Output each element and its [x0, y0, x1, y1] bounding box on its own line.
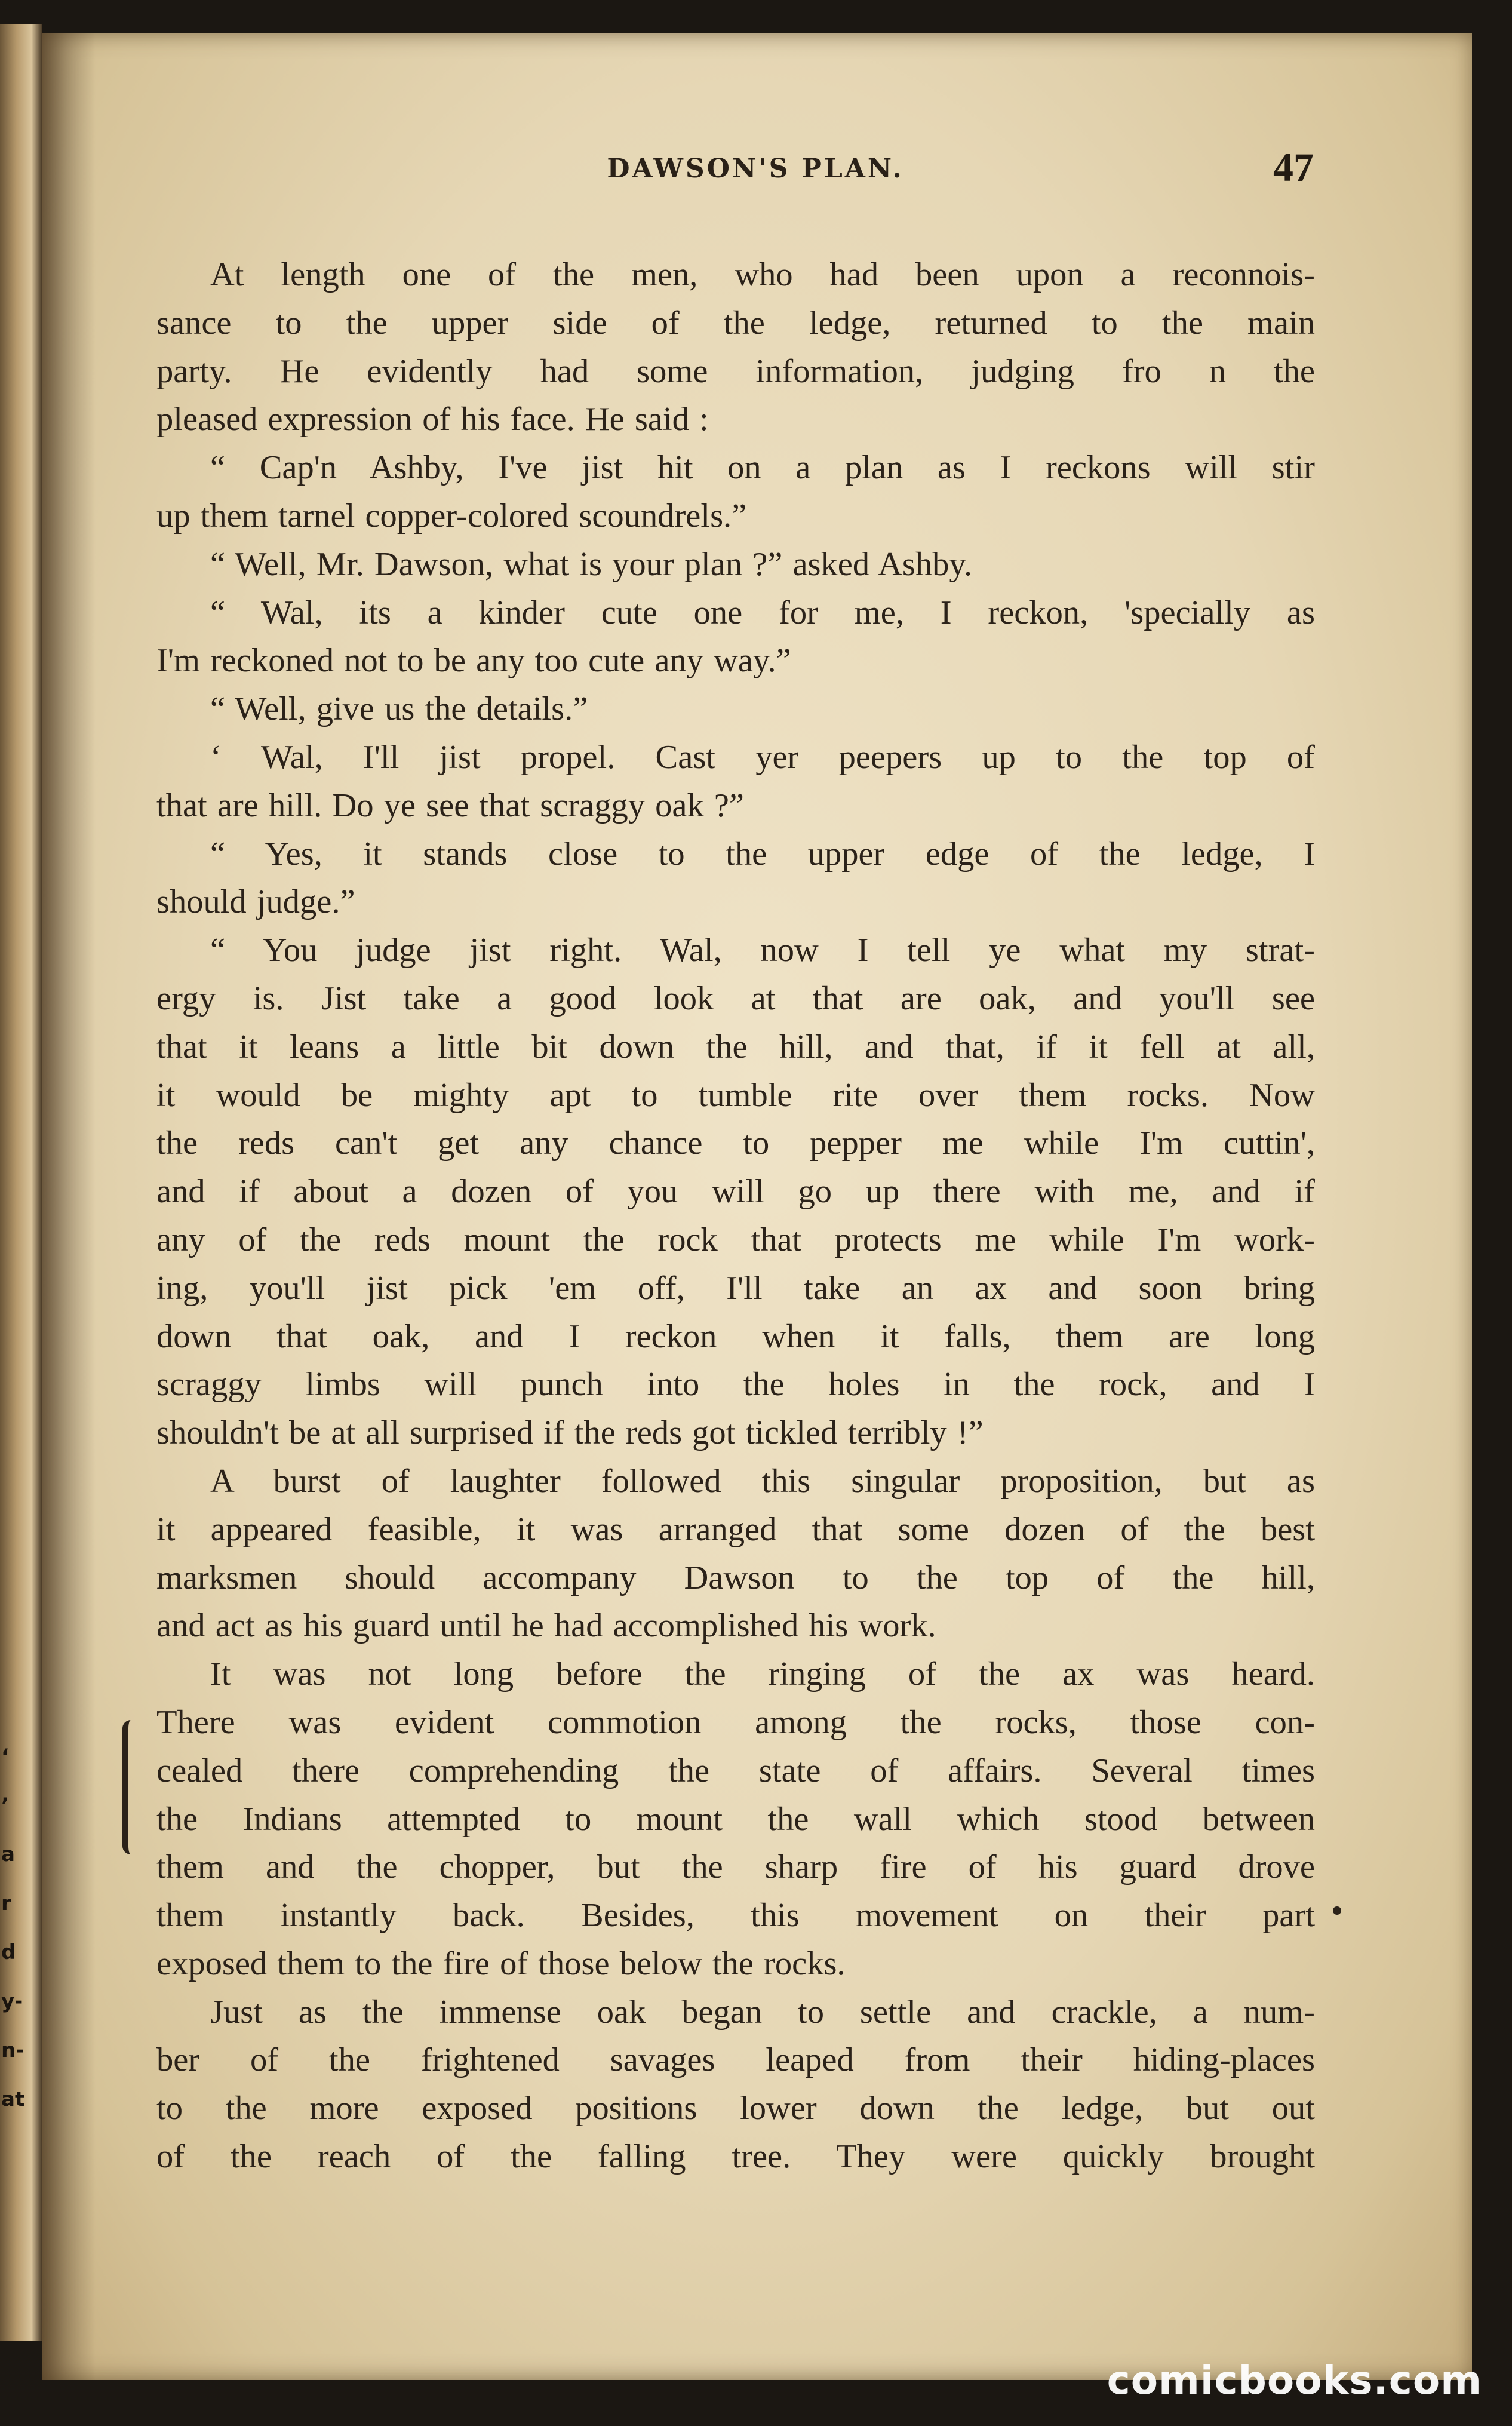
- text-line: ergy is. Jist take a good look at that are oak, and you'll see: [156, 979, 1315, 1017]
- bleed-mark: r: [1, 1891, 11, 1915]
- text-line: ‘ Wal, I'll jist propel. Cast yer peepers up to the top of: [210, 738, 1315, 776]
- text-line: them and the chopper, but the sharp fire of his guard drove: [156, 1848, 1315, 1886]
- text-line: “ Well, Mr. Dawson, what is your plan ?” asked Ashby.: [210, 545, 973, 583]
- running-head: DAWSON'S PLAN.: [607, 153, 904, 184]
- text-line: “ Wal, its a kinder cute one for me, I reckon, 'specially as: [210, 594, 1315, 631]
- text-line: shouldn't be at all surprised if the reds got tickled terribly !”: [156, 1414, 984, 1452]
- text-line: that are hill. Do ye see that scraggy oak ?”: [156, 787, 744, 824]
- text-line: any of the reds mount the rock that protects me while I'm work-: [156, 1221, 1315, 1258]
- text-line: and if about a dozen of you will go up there with me, and if: [156, 1173, 1315, 1211]
- text-line: Just as the immense oak began to settle and crackle, a num-: [210, 1993, 1315, 2031]
- text-line: ber of the frightened savages leaped from their hiding-places: [156, 2041, 1315, 2079]
- text-line: “ Well, give us the details.”: [210, 690, 588, 728]
- text-line: marksmen should accompany Dawson to the top of the hill,: [156, 1559, 1315, 1596]
- margin-bracket-mark: [122, 1720, 142, 1854]
- text-line: At length one of the men, who had been upon a reconnois-: [210, 256, 1315, 293]
- text-line: party. He evidently had some information, judging fro n the: [156, 352, 1315, 390]
- bleed-mark: at: [1, 2087, 25, 2111]
- text-line: “ You judge jist right. Wal, now I tell ye what my strat-: [210, 932, 1315, 969]
- page-number: 47: [1273, 145, 1314, 190]
- text-line: and act as his guard until he had accomplished his work.: [156, 1607, 936, 1645]
- page-header: [197, 140, 1314, 206]
- text-line: sance to the upper side of the ledge, returned to the main: [156, 304, 1315, 342]
- text-line: exposed them to the fire of those below the rocks.: [156, 1945, 846, 1982]
- text-line: up them tarnel copper-colored scoundrels.”: [156, 497, 747, 535]
- text-line: “ Yes, it stands close to the upper edge of the ledge, I: [210, 835, 1315, 873]
- text-line: scraggy limbs will punch into the holes in the rock, and I: [156, 1366, 1315, 1404]
- gutter-shadow: [42, 33, 96, 2380]
- text-line: ing, you'll jist pick 'em off, I'll take an ax and soon bring: [156, 1269, 1315, 1307]
- bleed-mark: ‘: [1, 1745, 9, 1768]
- text-line: the Indians attempted to mount the wall which stood between: [156, 1800, 1315, 1838]
- site-watermark: comicbooks.com: [1107, 2357, 1482, 2403]
- text-line: pleased expression of his face. He said :: [156, 401, 709, 438]
- text-line: A burst of laughter followed this singular proposition, but as: [210, 1462, 1315, 1500]
- bleed-mark: ’: [1, 1794, 9, 1817]
- text-line: It was not long before the ringing of the ax was heard.: [210, 1656, 1315, 1693]
- text-line: them instantly back. Besides, this movement on their part: [156, 1897, 1315, 1934]
- bleed-mark: n-: [1, 2038, 24, 2062]
- text-line: it would be mighty apt to tumble rite over them rocks. Now: [156, 1076, 1315, 1114]
- text-line: cealed there comprehending the state of affairs. Several times: [156, 1752, 1315, 1789]
- bleed-mark: d: [1, 1940, 16, 1964]
- text-line: should judge.”: [156, 883, 355, 921]
- margin-dot-mark: [1333, 1906, 1341, 1915]
- body-text: [156, 251, 1315, 2181]
- text-line: of the reach of the falling tree. They were quickly brought: [156, 2138, 1315, 2176]
- bleed-mark: a: [1, 1842, 15, 1866]
- text-line: I'm reckoned not to be any too cute any way.”: [156, 642, 791, 680]
- text-line: “ Cap'n Ashby, I've jist hit on a plan as I reckons will stir: [210, 449, 1315, 487]
- bleed-mark: y-: [1, 1989, 23, 2013]
- text-line: that it leans a little bit down the hill, and that, if it fell at all,: [156, 1028, 1315, 1065]
- text-line: the reds can't get any chance to pepper me while I'm cuttin',: [156, 1125, 1315, 1162]
- text-line: down that oak, and I reckon when it falls, them are long: [156, 1318, 1315, 1355]
- text-line: to the more exposed positions lower down the ledge, but out: [156, 2090, 1315, 2127]
- text-line: There was evident commotion among the rocks, those con-: [156, 1703, 1315, 1741]
- facing-page-bleed-letters: [1, 1732, 25, 2124]
- text-line: it appeared feasible, it was arranged that some dozen of the best: [156, 1510, 1315, 1548]
